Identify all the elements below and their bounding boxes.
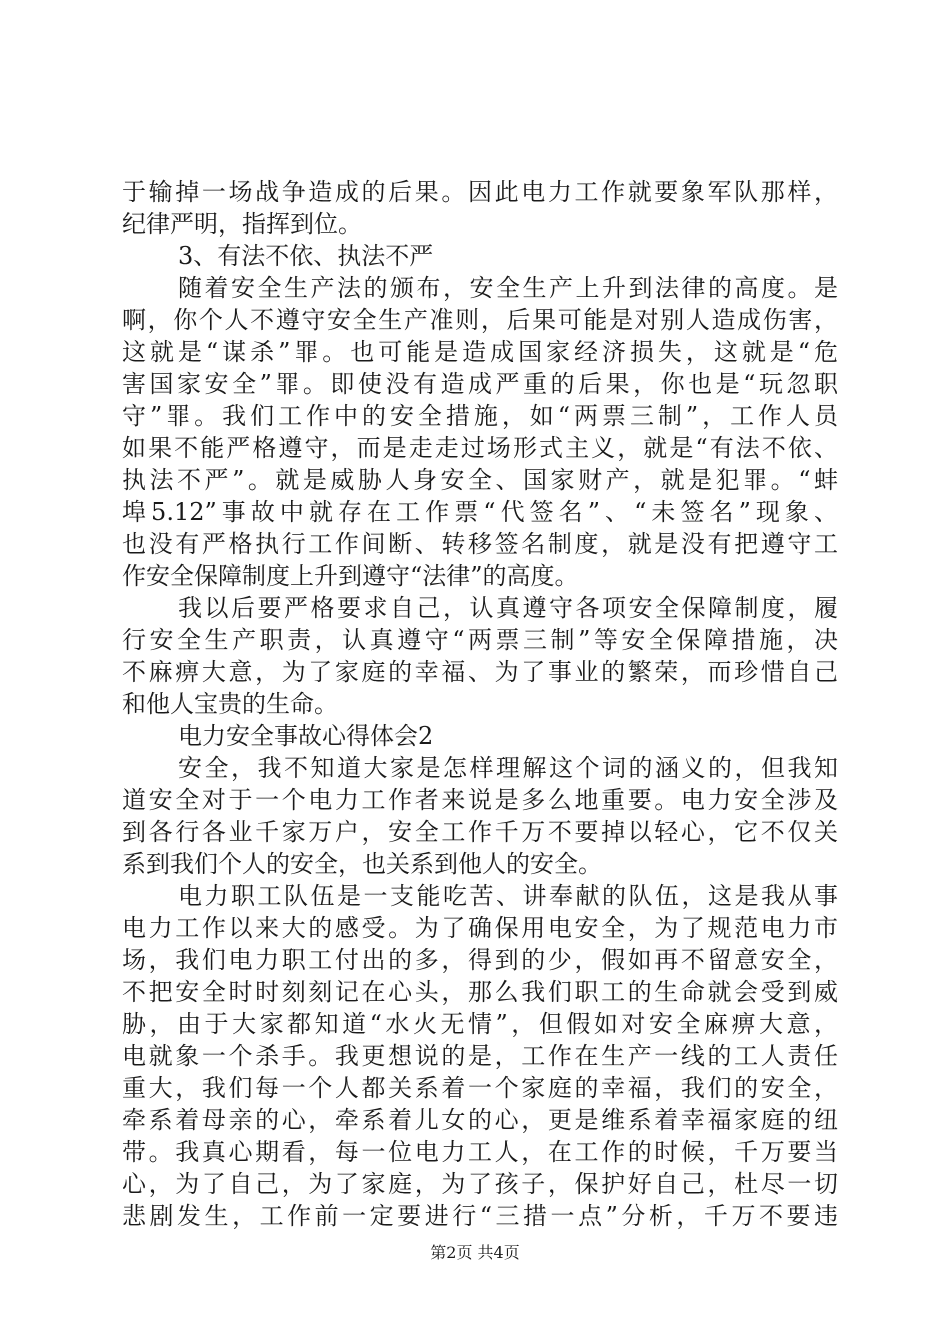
text-line: 带。我真心期看，每一位电力工人，在工作的时候，千万要当 (122, 1138, 838, 1166)
text-line: 电力工作以来大的感受。为了确保用电安全，为了规范电力市 (122, 914, 838, 942)
text-line: 到各行各业千家万户，安全工作千万不要掉以轻心，它不仅关 (122, 818, 838, 846)
text-line: 于输掉一场战争造成的后果。因此电力工作就要象军队那样， (122, 178, 838, 206)
text-line: 重大，我们每一个人都关系着一个家庭的幸福，我们的安全， (122, 1074, 838, 1102)
text-line: 电就象一个杀手。我更想说的是，工作在生产一线的工人责任 (122, 1042, 838, 1070)
text-line: 不麻痹大意，为了家庭的幸福、为了事业的繁荣，而珍惜自己 (122, 658, 838, 686)
text-line: 行安全生产职责，认真遵守“两票三制”等安全保障措施，决 (122, 626, 838, 654)
text-line: 埠5.12”事故中就存在工作票“代签名”、“未签名”现象、 (122, 498, 838, 526)
text-line: 牵系着母亲的心，牵系着儿女的心，更是维系着幸福家庭的纽 (122, 1106, 838, 1134)
text-line: 执法不严”。就是威胁人身安全、国家财产，就是犯罪。“蚌 (122, 466, 838, 494)
text-line: 电力职工队伍是一支能吃苦、讲奉献的队伍，这是我从事 (178, 882, 838, 910)
section-heading: 电力安全事故心得体会2 (178, 722, 434, 750)
text-line: 害国家安全”罪。即使没有造成严重的后果，你也是“玩忽职 (122, 370, 838, 398)
text-line: 也没有严格执行工作间断、转移签名制度，就是没有把遵守工 (122, 530, 838, 558)
text-line: 守”罪。我们工作中的安全措施，如“两票三制”，工作人员 (122, 402, 838, 430)
document-body (122, 176, 838, 1232)
text-line: 不把安全时时刻刻记在心头，那么我们职工的生命就会受到威 (122, 978, 838, 1006)
text-line: 我以后要严格要求自己，认真遵守各项安全保障制度，履 (178, 594, 838, 622)
text-line: 场，我们电力职工付出的多，得到的少，假如再不留意安全， (122, 946, 838, 974)
text-line: 道安全对于一个电力工作者来说是多么地重要。电力安全涉及 (122, 786, 838, 814)
text-line: 这就是“谋杀”罪。也可能是造成国家经济损失，这就是“危 (122, 338, 838, 366)
text-line: 和他人宝贵的生命。 (122, 690, 338, 718)
text-line: 胁，由于大家都知道“水火无情”，但假如对安全麻痹大意， (122, 1010, 838, 1038)
section-heading: 3、有法不依、执法不严 (178, 242, 434, 270)
text-line: 系到我们个人的安全，也关系到他人的安全。 (122, 850, 602, 878)
text-line: 心，为了自己，为了家庭，为了孩子，保护好自己，杜尽一切 (122, 1170, 838, 1198)
text-line: 啊，你个人不遵守安全生产准则，后果可能是对别人造成伤害， (122, 306, 838, 334)
text-line: 如果不能严格遵守，而是走走过场形式主义，就是“有法不依、 (122, 434, 838, 462)
text-line: 作安全保障制度上升到遵守“法律”的高度。 (122, 562, 579, 590)
text-line: 悲剧发生，工作前一定要进行“三措一点”分析，千万不要违 (122, 1202, 838, 1230)
text-line: 纪律严明，指挥到位。 (122, 210, 362, 238)
text-line: 随着安全生产法的颁布，安全生产上升到法律的高度。是 (178, 274, 838, 302)
text-line: 安全，我不知道大家是怎样理解这个词的涵义的，但我知 (178, 754, 838, 782)
page-number-footer: 第2页 共4页 (430, 1243, 520, 1262)
